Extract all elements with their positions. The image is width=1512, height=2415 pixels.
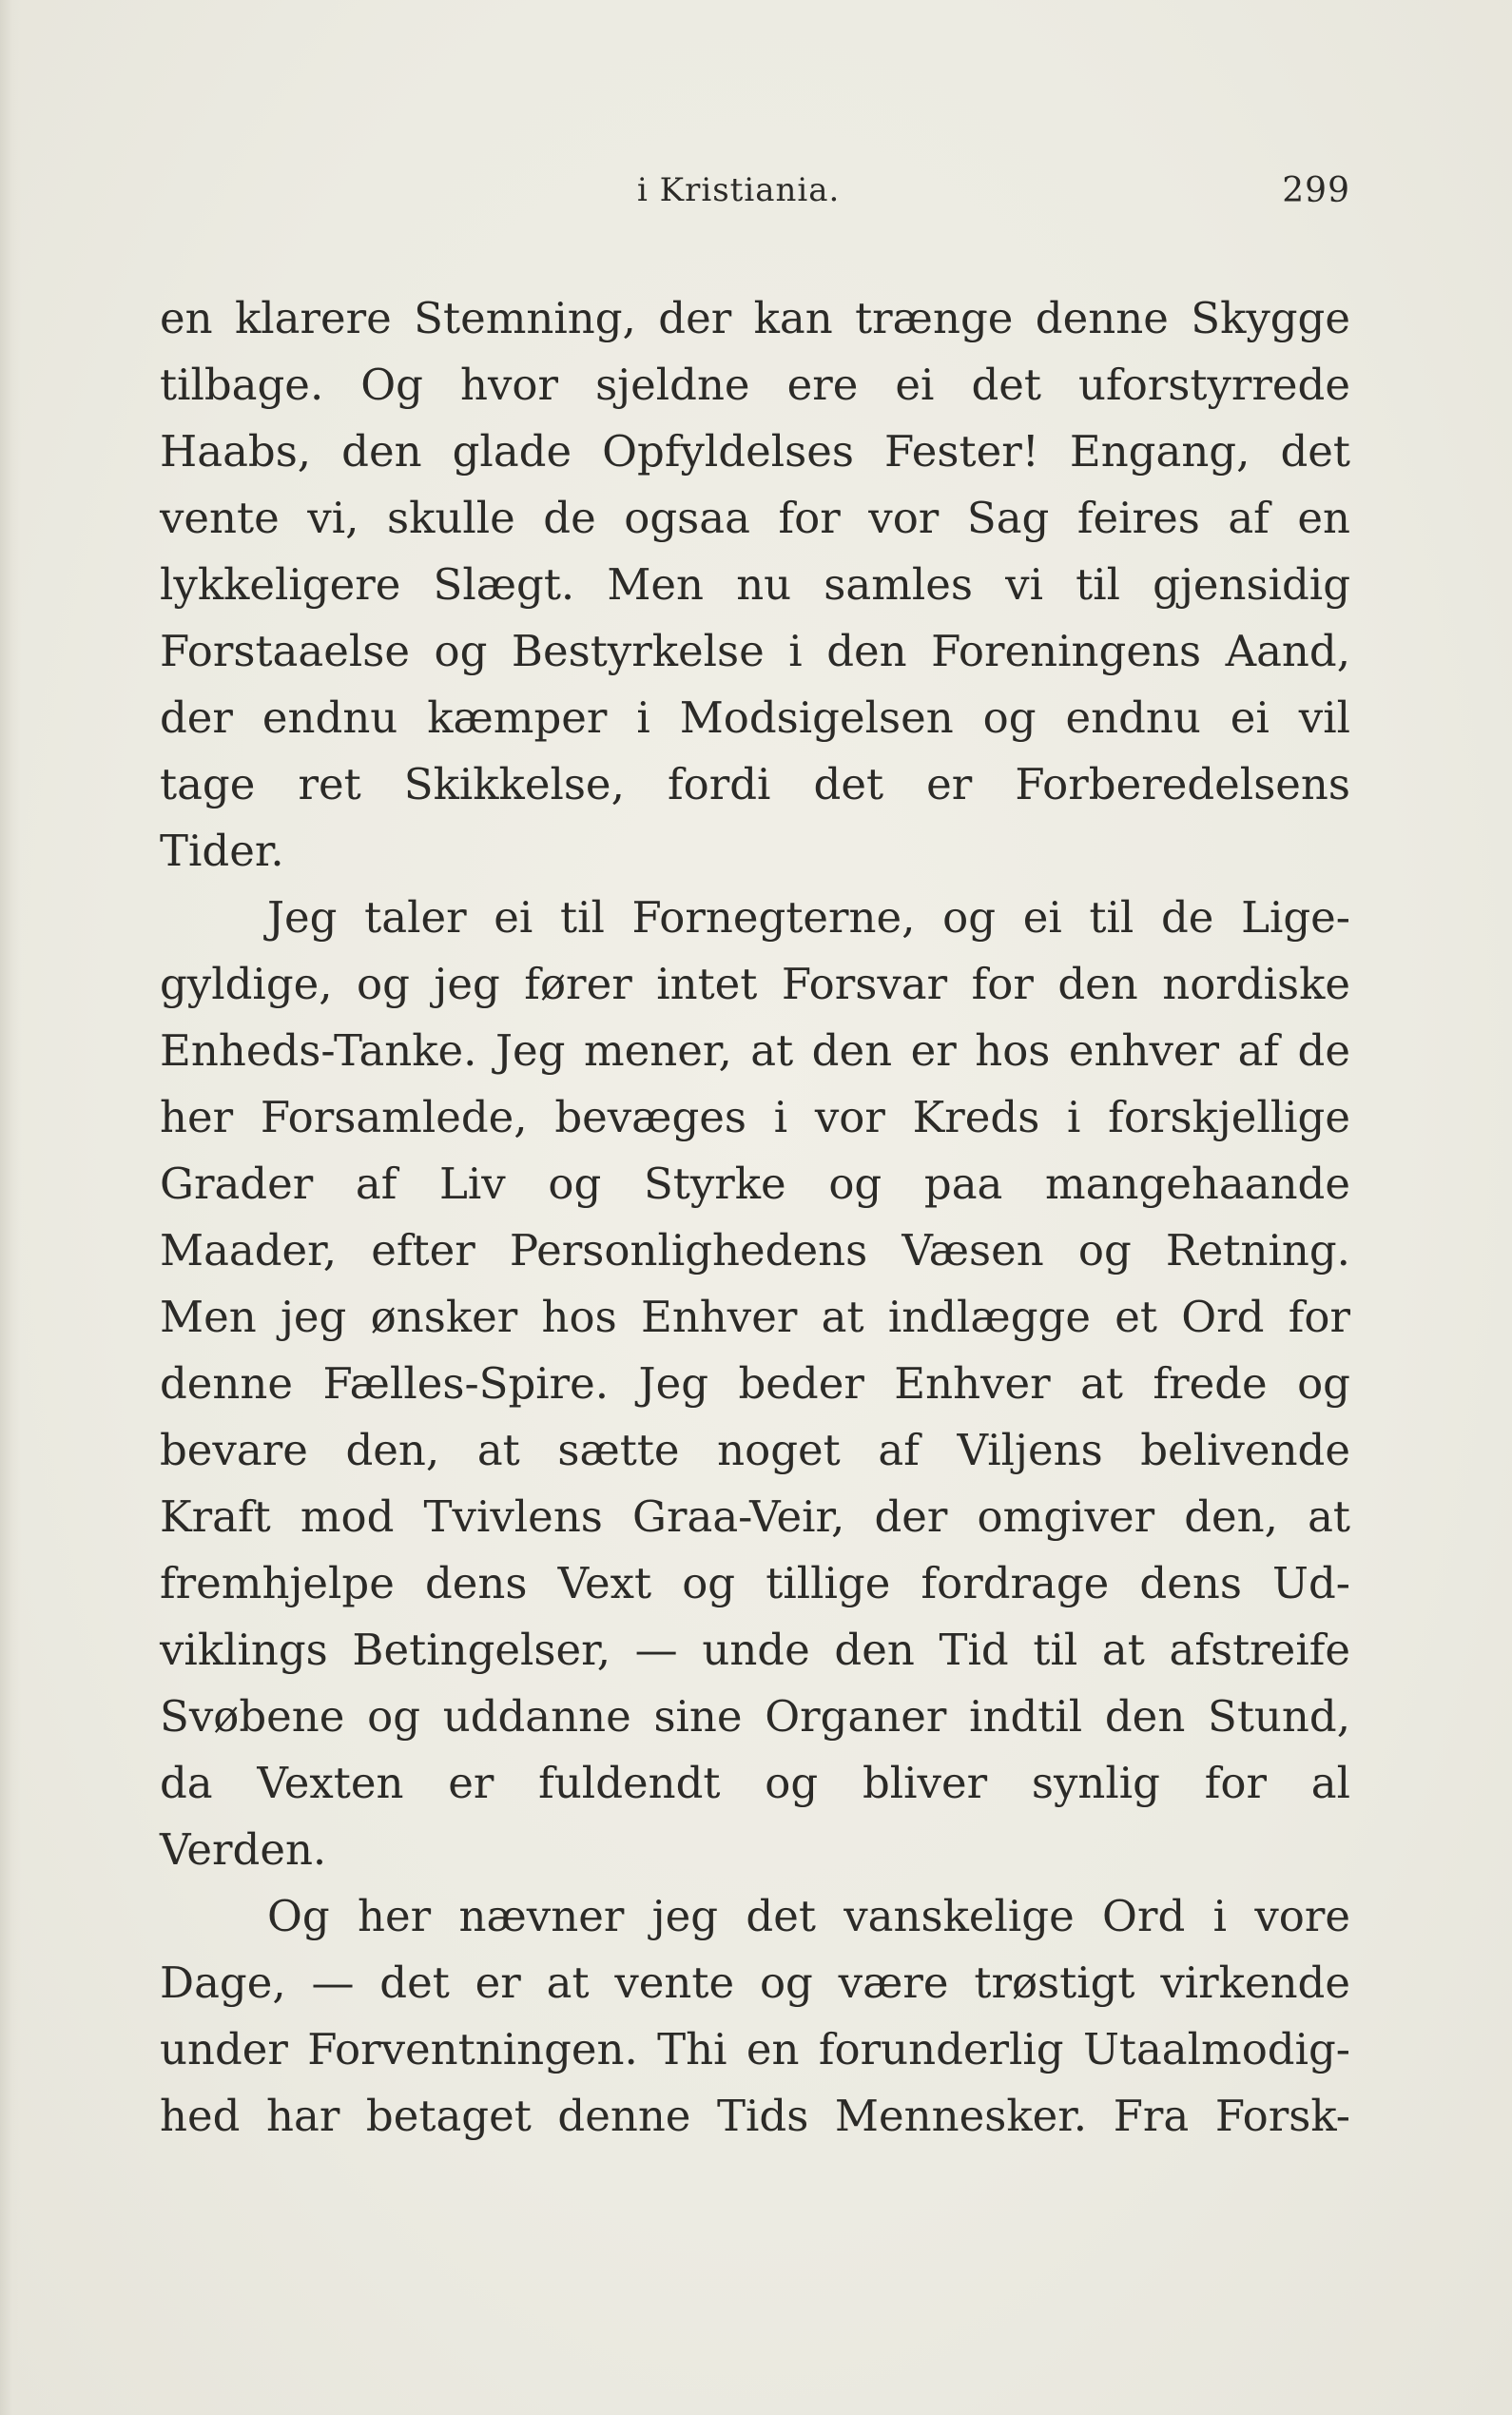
paragraph-start-line: Og her nævner jeg det vanskelige Ord i vore [267, 1891, 1350, 1941]
running-title: i Kristiania. [637, 171, 841, 209]
text-line: tage ret Skikkelse, fordi det er Forberedelsens [160, 759, 1350, 809]
text-line: Maader, efter Personlighedens Væsen og Retning. [160, 1225, 1350, 1276]
text-line: viklings Betingelser, — unde den Tid til at afstreife [160, 1625, 1350, 1675]
text-line: lykkeligere Slægt. Men nu samles vi til gjensidig [160, 559, 1350, 610]
paragraph-start-line: Jeg taler ei til Fornegterne, og ei til de Lige- [267, 892, 1350, 943]
body-text [160, 285, 1350, 2150]
text-line: fremhjelpe dens Vext og tillige fordrage dens Ud- [160, 1558, 1350, 1608]
text-line: her Forsamlede, bevæges i vor Kreds i forskjellige [160, 1092, 1350, 1142]
text-line: Kraft mod Tvivlens Graa-Veir, der omgiver den, at [160, 1491, 1350, 1542]
text-line: hed har betaget denne Tids Mennesker. Fra Forsk- [160, 2091, 1350, 2141]
text-line: vente vi, skulle de ogsaa for vor Sag feires af en [160, 493, 1350, 543]
text-line: Grader af Liv og Styrke og paa mangehaande [160, 1159, 1350, 1209]
text-line: Tider. [160, 826, 284, 876]
running-header [160, 171, 1350, 219]
text-line: Svøbene og uddanne sine Organer indtil den Stund, [160, 1691, 1350, 1742]
text-line: Dage, — det er at vente og være trøstigt virkende [160, 1957, 1350, 2008]
text-line: Enheds-Tanke. Jeg mener, at den er hos enhver af de [160, 1025, 1350, 1076]
text-line: Verden. [160, 1824, 327, 1875]
text-line: da Vexten er fuldendt og bliver synlig for al [160, 1758, 1350, 1808]
page-binding-edge [0, 0, 21, 2415]
text-line: Haabs, den glade Opfyldelses Fester! Engang, det [160, 426, 1350, 477]
text-line: gyldige, og jeg fører intet Forsvar for den nordiske [160, 959, 1350, 1009]
text-line: der endnu kæmper i Modsigelsen og endnu ei vil [160, 692, 1350, 743]
text-line: tilbage. Og hvor sjeldne ere ei det uforstyrrede [160, 360, 1350, 410]
text-line: Men jeg ønsker hos Enhver at indlægge et Ord for [160, 1292, 1350, 1342]
text-line: en klarere Stemning, der kan trænge denne Skygge [160, 293, 1350, 343]
text-line: Forstaaelse og Bestyrkelse i den Foreningens Aand, [160, 626, 1350, 676]
text-line: bevare den, at sætte noget af Viljens belivende [160, 1425, 1350, 1475]
text-line: under Forventningen. Thi en forunderlig Utaalmodig- [160, 2024, 1350, 2074]
page-number: 299 [1282, 171, 1350, 210]
text-line: denne Fælles-Spire. Jeg beder Enhver at frede og [160, 1358, 1350, 1409]
